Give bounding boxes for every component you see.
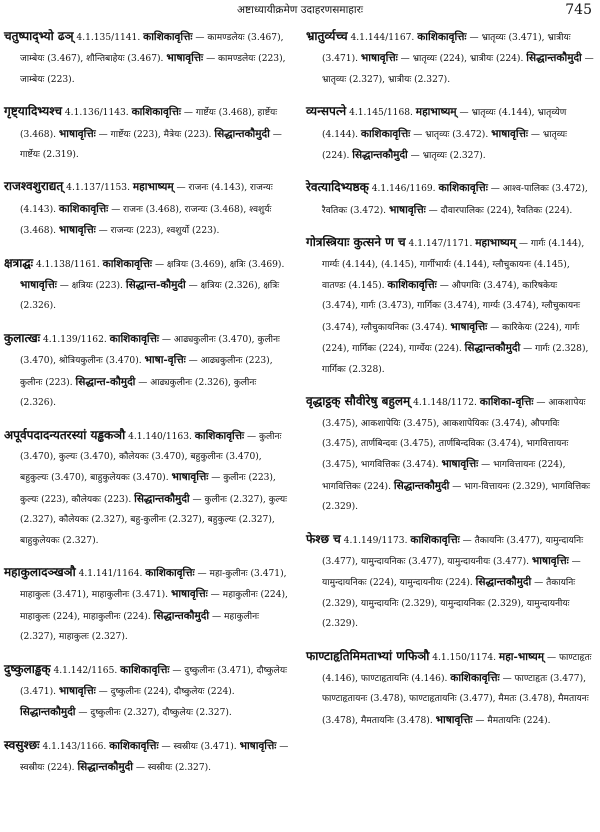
entry-text: — राजन्यः (223), श्वशुर्यो (223). bbox=[95, 226, 220, 237]
running-title: अष्टाध्यायीक्रमेण उदाहरणसमाहारः bbox=[236, 4, 364, 16]
commentary-label: भाषावृत्तिः bbox=[239, 739, 277, 752]
entry-text: — भाग-वित्तायनः (2.329), भागवित्तिकः (2.329). bbox=[322, 481, 590, 513]
commentary-label: सिद्धान्तकौमुदी bbox=[393, 479, 450, 492]
entry-text: — गार्ष्टेयः (223), मैत्रेयः (223). bbox=[95, 129, 215, 140]
commentary-label: काशिकावृत्तिः bbox=[58, 202, 109, 215]
entry-text: — भागवित्तायनः (224), भागवित्तिकः (224). bbox=[322, 460, 566, 492]
commentary-label: काशिकावृत्तिः bbox=[102, 257, 153, 270]
entry-text: — फाण्टाहृतः (4.146), फाण्टाहृतायनिः (4.146). bbox=[322, 652, 592, 684]
sutra-entry bbox=[4, 735, 292, 779]
sutra-entry bbox=[306, 529, 594, 635]
entry-text: — भ्रातृव्यः (3.471), भ्रात्रीयः (3.471). bbox=[322, 33, 571, 65]
entry-text: 4.1.143/1166. bbox=[39, 741, 110, 752]
entry-text: — आकशापेयः (3.475), आकशापेयिः (3.475), आकशापेयिकः (3.474), औपगविः (3.475), तार्णबिन्दवः (3.475), तार्णबिन्दविकः (3.474), भागवित्तायनः (3.475), भागवित्तिकः (3.474). bbox=[322, 398, 586, 471]
commentary-label: सिद्धान्तकौमुदी bbox=[464, 342, 521, 355]
entry-text: — आढ्यकुलीनः (223), कुलीनः (223). bbox=[20, 356, 273, 388]
sutra-entry bbox=[306, 177, 594, 221]
entry-text: — भ्रातृव्यः (224). bbox=[322, 129, 567, 162]
entry-paragraph bbox=[4, 101, 292, 165]
entry-paragraph bbox=[4, 425, 292, 551]
entry-text: — कुलीनः (223), कुल्यः (223), कौलेयकः (223). bbox=[20, 473, 276, 505]
commentary-label: काशिकावृत्तिः bbox=[450, 671, 500, 684]
entry-text: — गार्गः (2.328), गार्गिकः (2.328). bbox=[322, 344, 589, 375]
sutra-entry bbox=[306, 232, 594, 380]
sutra-headword: रेवत्यादिभ्यष्ठक् bbox=[306, 180, 369, 195]
entry-text: — कारिकेयः (224), गार्गः (224), गार्गिकः (224), गार्ग्येयः (224). bbox=[322, 322, 580, 355]
sutra-headword: भ्रातुर्व्यच्च bbox=[306, 29, 348, 43]
entry-text: — तैकायनिः (2.329), यामुन्दायनिः (2.329), यामुन्दायनिकः (2.329), यामुन्दायनीयः (2.329). bbox=[322, 578, 576, 630]
entry-text: — महाकुलीनः (2.327), माहाकुलः (2.327). bbox=[20, 611, 259, 643]
sutra-entry bbox=[4, 328, 292, 414]
commentary-label: सिद्धान्तकौमुदी bbox=[134, 492, 190, 505]
commentary-label: काशिकावृत्तिः bbox=[145, 566, 195, 579]
entry-text: — औपगविः (3.474), कारिषकेयः (3.474), गार्गः (3.473), गार्गिकः (3.474), गार्ग्यः (3.474), ग्लौचुकायनः (3.474), ग्लौचुकायनिकः (3.474). bbox=[322, 281, 581, 333]
sutra-entry bbox=[4, 562, 292, 648]
entry-paragraph bbox=[306, 232, 594, 380]
entry-text: 4.1.139/1162. bbox=[40, 334, 110, 345]
sutra-headword: दुष्कुलाड्ढक् bbox=[4, 661, 51, 676]
entry-text: — यामुन्दायनिकः (224), यामुन्दायनीयः (224). bbox=[322, 556, 581, 589]
sutra-entry bbox=[4, 659, 292, 724]
commentary-label: काशिकावृत्तिः bbox=[417, 31, 467, 43]
entry-text: — राजनः (3.468), राजन्यः (3.468), श्वशुर्यः (3.468). bbox=[20, 204, 272, 237]
entry-text: 4.1.148/1172. bbox=[410, 398, 480, 409]
sutra-entry bbox=[306, 101, 594, 166]
commentary-label: सिद्धान्तकौमुदी bbox=[153, 609, 210, 622]
entry-text: — राजनः (4.143), राजन्यः (4.143). bbox=[20, 183, 273, 215]
entry-paragraph bbox=[4, 253, 292, 317]
right-column bbox=[306, 26, 594, 742]
commentary-label: महाभाष्यम् bbox=[475, 237, 517, 250]
sutra-headword: महाकुलादञ्खञौ bbox=[4, 564, 76, 579]
commentary-label: भाषावृत्तिः bbox=[441, 458, 479, 471]
commentary-label: सिद्धान्त-कौमुदी bbox=[75, 375, 136, 388]
entry-text: — दुष्कुलीनः (224), दौष्कुलेयः (224). bbox=[95, 686, 235, 697]
commentary-label: महा-भाष्यम् bbox=[498, 650, 545, 663]
commentary-label: काशिकावृत्तिः bbox=[438, 182, 488, 195]
sutra-headword: अपूर्वपदादन्यतरस्यां यड्ढकञौ bbox=[4, 427, 126, 442]
left-column bbox=[4, 26, 292, 790]
commentary-label: भाषावृत्तिः bbox=[58, 127, 96, 140]
sutra-entry bbox=[4, 26, 292, 90]
entry-text: — क्षत्रियः (223). bbox=[56, 281, 126, 292]
entry-text: — तैकायनिः (3.477), यामुन्दायनिः (3.477), यामुन्दायनिकः (3.477), यामुन्दायनीयः (3.477). bbox=[322, 535, 584, 567]
sutra-entry bbox=[4, 101, 292, 165]
entry-paragraph bbox=[4, 328, 292, 414]
entry-paragraph bbox=[4, 659, 292, 724]
entry-text: 4.1.136/1143. bbox=[62, 108, 132, 119]
sutra-headword: वृद्धाट्ठक् सौवीरेषु बहुलम् bbox=[306, 394, 411, 409]
commentary-label: सिद्धान्तकौमुदी bbox=[214, 127, 270, 140]
entry-text: — दौवारपालिकः (224), रैवतिकः (224). bbox=[425, 205, 573, 216]
entry-text: 4.1.142/1165. bbox=[50, 665, 121, 676]
commentary-label: भाषावृत्तिः bbox=[450, 320, 488, 333]
entry-text: — भ्रातृव्यः (2.327), भ्रात्रीयः (2.327). bbox=[322, 54, 594, 85]
entry-paragraph bbox=[4, 735, 292, 779]
commentary-label: भाषावृत्तिः bbox=[388, 203, 426, 216]
commentary-label: सिद्धान्तकौमुदी bbox=[352, 149, 408, 162]
commentary-label: काशिकावृत्तिः bbox=[109, 332, 160, 345]
commentary-label: भाषावृत्तिः bbox=[166, 52, 204, 65]
page-number: 745 bbox=[565, 2, 592, 18]
sutra-headword: व्यन्सपत्ने bbox=[306, 104, 347, 119]
sutra-entry bbox=[4, 253, 292, 317]
entry-text: — गार्गः (4.144), गार्ग्यः (4.144), (4.145), गार्गीभार्यः (4.144), ग्लौचुकायनः (4.145), वातण्डः (4.145). bbox=[322, 239, 585, 292]
sutra-entry bbox=[306, 26, 594, 90]
entry-text: — स्वस्रीयः (2.327). bbox=[132, 763, 212, 774]
entry-text: — स्वस्रीयः (224). bbox=[20, 741, 289, 774]
commentary-label: भाषा-वृत्तिः bbox=[144, 354, 186, 367]
commentary-label: काशिका-वृत्तिः bbox=[479, 396, 534, 409]
entry-text: — गार्ष्टेयः (2.319). bbox=[20, 129, 282, 161]
commentary-label: भाषावृत्तिः bbox=[58, 224, 96, 237]
commentary-label: काशिकावृत्तिः bbox=[120, 663, 170, 676]
entry-paragraph bbox=[306, 646, 594, 732]
commentary-label: भाषावृत्तिः bbox=[531, 554, 569, 567]
entry-text: 4.1.137/1153. bbox=[63, 183, 133, 194]
commentary-label: भाषावृत्तिः bbox=[171, 471, 209, 484]
entry-paragraph bbox=[306, 101, 594, 166]
commentary-label: सिद्धान्त-कौमुदी bbox=[125, 279, 186, 292]
entry-paragraph bbox=[306, 177, 594, 221]
commentary-label: महाभाष्यम् bbox=[132, 181, 174, 194]
entry-text: — क्षत्रियः (3.469), क्षत्रिः (3.469). bbox=[152, 259, 285, 270]
sutra-headword: गोत्रस्त्रियाः कुत्सने ण च bbox=[306, 235, 406, 250]
commentary-label: भाषावृत्तिः bbox=[58, 684, 96, 697]
entry-paragraph bbox=[4, 176, 292, 241]
entry-text: — स्वस्रीयः (3.471). bbox=[158, 741, 240, 752]
entry-text: — दुष्कुलीनः (3.471), दौष्कुलेयः (3.471). bbox=[20, 665, 287, 697]
entry-text: 4.1.144/1167. bbox=[347, 33, 418, 43]
commentary-label: काशिकावृत्तिः bbox=[360, 127, 411, 140]
commentary-label: काशिकावृत्तिः bbox=[109, 739, 159, 752]
entry-text: — भ्रातृव्यः (2.327). bbox=[407, 151, 486, 162]
entry-text: — भ्रातृव्यः (4.144), भ्रातृव्येण (4.144). bbox=[322, 108, 567, 140]
sutra-entry bbox=[306, 391, 594, 517]
commentary-label: सिद्धान्तकौमुदी bbox=[77, 761, 133, 774]
entry-text: — भ्रातृव्यः (3.472). bbox=[410, 129, 492, 140]
entry-paragraph bbox=[4, 26, 292, 90]
entry-text: — फाण्टाहृतः (3.477), फाण्टाहृतायनः (3.478), फाण्टाहृतायनिः (3.477), मैमतः (3.478), मैमतायनः (3.478), मैमतायनिः (3.478). bbox=[322, 673, 589, 726]
commentary-label: काशिकावृत्तिः bbox=[143, 31, 193, 43]
entry-text: 4.1.141/1164. bbox=[75, 568, 146, 579]
entry-text: — आश्व-पालिकः (3.472), रैवतिकः (3.472). bbox=[322, 184, 588, 216]
entry-text: 4.1.146/1169. bbox=[368, 184, 439, 195]
sutra-headword: फेश्छ च bbox=[306, 531, 341, 546]
sutra-entry bbox=[4, 176, 292, 241]
entry-text: 4.1.140/1163. bbox=[125, 431, 195, 442]
entry-paragraph bbox=[4, 562, 292, 648]
sutra-headword: कुलात्खः bbox=[4, 330, 41, 345]
commentary-label: भाषावृत्तिः bbox=[435, 713, 473, 726]
entry-text: — कामण्डलेयः (223), जाम्बेयः (223). bbox=[20, 54, 286, 85]
entry-text: — कामण्डलेयः (3.467), जाम्बेयः (3.467), शौन्तिबाहेयः (3.467). bbox=[20, 33, 284, 65]
entry-paragraph bbox=[306, 529, 594, 635]
entry-text: — दुष्कुलीनः (2.327), दौष्कुलेयः (2.327). bbox=[75, 708, 232, 719]
sutra-entry bbox=[306, 646, 594, 732]
entry-text: — मैमतायनिः (224). bbox=[472, 715, 551, 726]
commentary-label: भाषावृत्तिः bbox=[170, 588, 208, 601]
entry-text: 4.1.138/1161. bbox=[33, 259, 103, 270]
entry-text: — कुलीनः (3.470), कुल्यः (3.470), कौलेयकः (3.470), बहुकुलीनः (3.470), बहुकुल्यः (3.470), बाहुकुलेयकः (3.470). bbox=[20, 431, 282, 484]
commentary-label: काशिकावृत्तिः bbox=[131, 106, 181, 119]
entry-text: — भ्रातृव्यः (224), भ्रात्रीयः (224). bbox=[397, 54, 527, 65]
entry-text: — क्षत्रियः (2.326), क्षत्रिः (2.326). bbox=[20, 281, 280, 312]
entry-text: 4.1.150/1174. bbox=[429, 652, 499, 663]
sutra-headword: फाण्टाहृतिमिमताभ्यां णफिञौ bbox=[306, 648, 430, 663]
commentary-label: काशिकावृत्तिः bbox=[194, 429, 245, 442]
entry-text: 4.1.135/1141. bbox=[73, 33, 144, 43]
sutra-headword: चतुष्पाद्भ्यो ढञ् bbox=[4, 29, 74, 43]
entry-text: — आढ्यकुलीनः (2.326), कुलीनः (2.326). bbox=[20, 377, 257, 409]
running-head bbox=[0, 2, 600, 18]
entry-text: 4.1.147/1171. bbox=[405, 239, 476, 250]
commentary-label: भाषावृत्तिः bbox=[491, 127, 528, 140]
commentary-label: काशिकावृत्तिः bbox=[387, 279, 437, 292]
entry-paragraph bbox=[306, 26, 594, 90]
entry-text: — कुलीनः (2.327), कुल्यः (2.327), कौलेयकः (2.327), बहु-कुलीनः (2.327), बहुकुल्यः (2.327), बाहुकुलेयकः (2.327). bbox=[20, 494, 287, 546]
sutra-headword: क्षत्राद्घः bbox=[4, 255, 34, 270]
sutra-headword: गृष्ट्यादिभ्यश्च bbox=[4, 104, 62, 119]
commentary-label: भाषावृत्तिः bbox=[20, 279, 57, 292]
commentary-label: भाषावृत्तिः bbox=[360, 52, 398, 65]
entry-text: — महाकुलीनः (224), माहाकुलः (224), माहाकुलीनः (224). bbox=[20, 590, 288, 622]
entry-text: — गार्ष्टेयः (3.468), हार्ष्टेयः (3.468). bbox=[20, 108, 278, 140]
commentary-label: सिद्धान्तकौमुदी bbox=[475, 576, 532, 589]
entry-text: 4.1.145/1168. bbox=[346, 108, 416, 119]
commentary-label: सिद्धान्तकौमुदी bbox=[526, 52, 582, 65]
sutra-headword: स्वसुश्छः bbox=[4, 737, 40, 752]
entry-text: 4.1.149/1173. bbox=[340, 535, 411, 546]
entry-text: — महा-कुलीनः (3.471), माहाकुलः (3.471), माहाकुलीनः (3.471). bbox=[20, 568, 287, 601]
commentary-label: काशिकावृत्तिः bbox=[410, 533, 460, 546]
sutra-headword: राजश्वशुराद्यत् bbox=[4, 179, 64, 194]
sutra-entry bbox=[4, 425, 292, 551]
commentary-label: महाभाष्यम् bbox=[415, 106, 457, 119]
entry-paragraph bbox=[306, 391, 594, 517]
entry-text: — आढ्यकुलीनः (3.470), कुलीनः (3.470), श्रोत्रियकुलीनः (3.470). bbox=[20, 334, 280, 367]
commentary-label: सिद्धान्तकौमुदी bbox=[20, 706, 76, 719]
